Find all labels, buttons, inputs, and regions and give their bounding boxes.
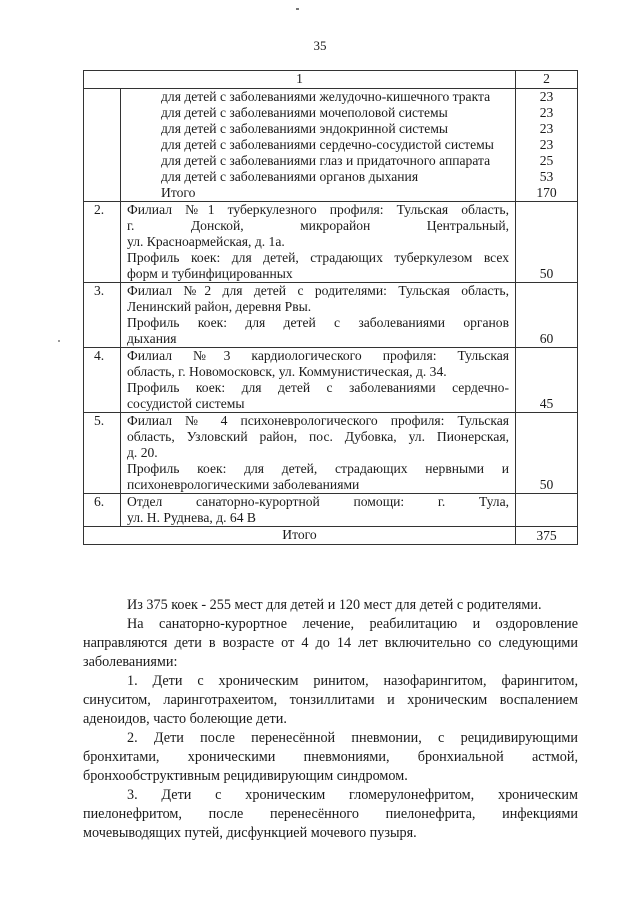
row-value: 50 (516, 202, 578, 283)
list-item-line: мочевыводящих путей, дисфункцией мочевого пузыря. (83, 825, 417, 841)
row-description (121, 494, 516, 527)
total-label: Итого (84, 527, 516, 545)
row-value: 23 (539, 121, 554, 136)
row-line: ул. Красноармейская, д. 1а. (127, 234, 285, 249)
list-item-line: 2. Дети после перенесённой пневмонии, с рецидивирующими (127, 730, 578, 746)
table-row (84, 283, 578, 348)
list-item-line: 1. Дети с хроническим ринитом, назофарингитом, фарингитом, (127, 673, 578, 689)
row-line: Филиал №1 туберкулезного профиля: Тульская область, (127, 202, 510, 217)
total-value: 375 (516, 527, 578, 545)
table-row (84, 494, 578, 527)
row-label: Итого (161, 185, 196, 200)
body-text (83, 596, 578, 843)
header-col-1: 1 (84, 71, 516, 89)
row-label: для детей с заболеваниями сердечно-сосудистой системы (161, 137, 494, 152)
continuation-values (516, 89, 578, 202)
row-number: 5. (84, 413, 121, 494)
row-description (121, 283, 516, 348)
row-number: 6. (84, 494, 121, 527)
beds-table (83, 70, 578, 545)
row-line: область, г. Новомосковск, ул. Коммунистическая, д. 34. (127, 364, 447, 379)
row-line: Профиль коек: для детей с заболеваниями сердечно- (127, 380, 510, 395)
continuation-labels (121, 89, 516, 202)
row-label: для детей с заболеваниями желудочно-кишечного тракта (161, 89, 491, 104)
row-line: сосудистой системы (127, 396, 245, 411)
row-label: для детей с заболеваниями органов дыхания (161, 169, 419, 184)
row-line: область, Узловский район, пос. Дубовка, ул. Пионерская, (127, 429, 510, 444)
row-value: 170 (536, 185, 557, 200)
list-item-line: пиелонефритом, после перенесённого пиелонефрита, инфекциями (83, 806, 578, 822)
row-line: ул. Н. Руднева, д. 64 В (127, 510, 256, 525)
row-line: Профиль коек: для детей с заболеваниями органов (127, 315, 510, 330)
row-line: Отдел санаторно-курортной помощи: г. Тула, (127, 494, 510, 509)
list-item-line: бронхообструктивным рецидивирующим синдромом. (83, 768, 408, 784)
row-line: психоневрологическими заболеваниями (127, 477, 360, 492)
paragraph: Из 375 коек - 255 мест для детей и 120 мест для детей с родителями. (127, 597, 542, 613)
row-value: 25 (539, 153, 554, 168)
row-description (121, 413, 516, 494)
header-col-2: 2 (516, 71, 578, 89)
row-number: 3. (84, 283, 121, 348)
paragraph-line: На санаторно-курортное лечение, реабилитацию и оздоровление (127, 616, 578, 632)
row-line: Профиль коек: для детей, страдающих нервными и (127, 461, 510, 476)
row-label: для детей с заболеваниями мочеполовой системы (161, 105, 448, 120)
row-value: 23 (539, 105, 554, 120)
row-number: 4. (84, 348, 121, 413)
row-value: 50 (516, 413, 578, 494)
row-value: 23 (539, 89, 554, 104)
scan-speck (296, 8, 299, 10)
table-row (84, 89, 578, 202)
table-row (84, 413, 578, 494)
row-number: 2. (84, 202, 121, 283)
row-line: д. 20. (127, 445, 158, 460)
row-line: Профиль коек: для детей, страдающих туберкулезом всех (127, 250, 510, 265)
row-line: дыхания (127, 331, 177, 346)
paragraph-line: направляются дети в возрасте от 4 до 14 лет включительно со следующими (83, 635, 578, 651)
page-number: 35 (313, 38, 327, 53)
table-header-row (84, 71, 578, 89)
table-row (84, 202, 578, 283)
row-value: 23 (539, 137, 554, 152)
row-line: Филиал №2 для детей с родителями: Тульская область, (127, 283, 510, 298)
row-line: Филиал № 4 психоневрологического профиля: Тульская (127, 413, 510, 428)
row-description (121, 202, 516, 283)
row-line: г. Донской, микрорайон Центральный, (127, 218, 510, 233)
table-total-row (84, 527, 578, 545)
list-item-line: 3. Дети с хроническим гломерулонефритом, хроническим (127, 787, 578, 803)
row-line: Филиал №3 кардиологического профиля: Тульская (127, 348, 510, 363)
list-item-line: бронхитами, хроническими пневмониями, бронхиальной астмой, (83, 749, 578, 765)
row-line: форм и тубинфицированных (127, 266, 293, 281)
row-value: 53 (539, 169, 554, 184)
row-label: для детей с заболеваниями глаз и придаточного аппарата (161, 153, 491, 168)
table-row (84, 348, 578, 413)
row-value: 45 (516, 348, 578, 413)
row-line: Ленинский район, деревня Рвы. (127, 299, 312, 314)
paragraph-line: заболеваниями: (83, 654, 178, 670)
list-item-line: аденоидов, часто болеющие дети. (83, 711, 287, 727)
row-description (121, 348, 516, 413)
row-value (516, 494, 578, 527)
row-label: для детей с заболеваниями эндокринной системы (161, 121, 449, 136)
row-value: 60 (516, 283, 578, 348)
list-item-line: синуситом, ларинготрахеитом, тонзиллитами и хроническим воспалением (83, 692, 578, 708)
scan-speck (58, 340, 60, 342)
